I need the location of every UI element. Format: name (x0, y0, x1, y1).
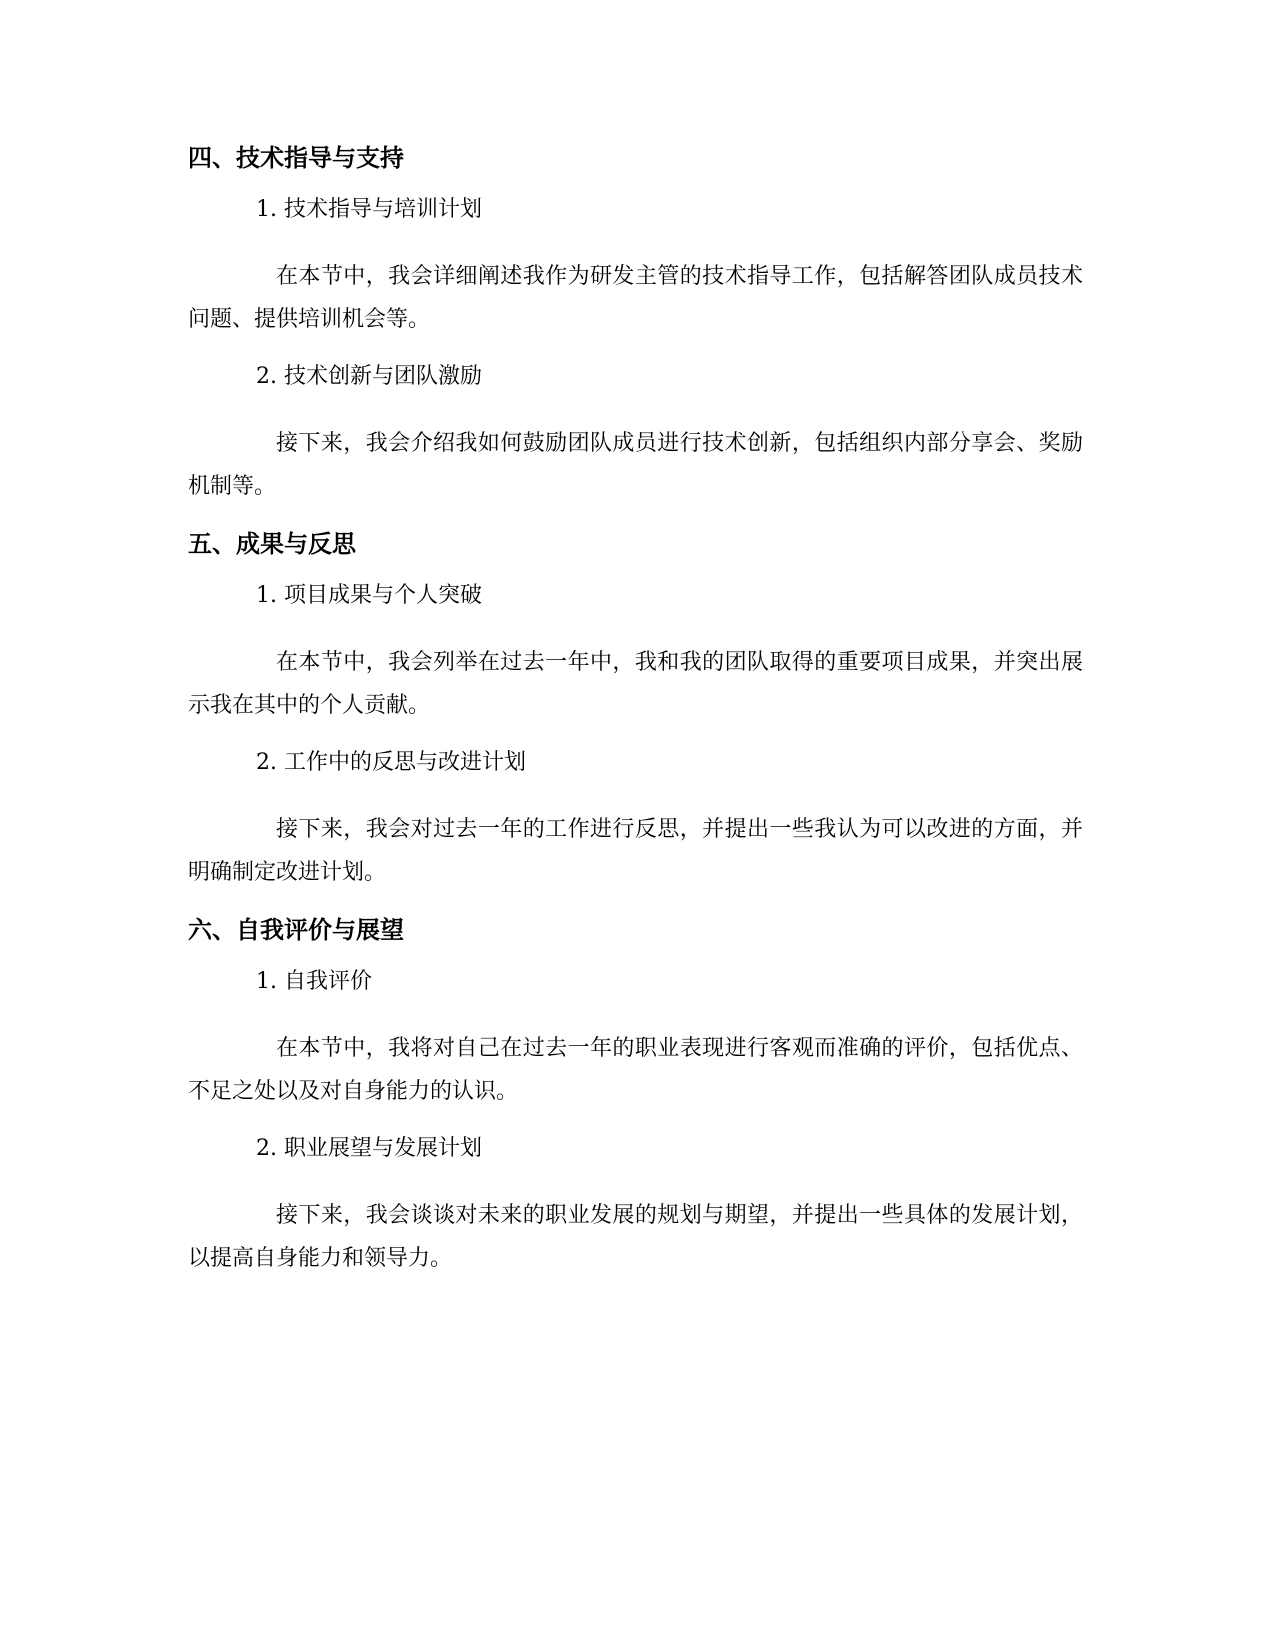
subsection-paragraph: 在本节中，我会列举在过去一年中，我和我的团队取得的重要项目成果，并突出展示我在其中的个人贡献。 (188, 650, 1083, 718)
subsection-title: 1. 项目成果与个人突破 (256, 583, 482, 608)
subsection-title: 2. 职业展望与发展计划 (256, 1136, 482, 1161)
subsection-paragraph: 接下来，我会对过去一年的工作进行反思，并提出一些我认为可以改进的方面，并明确制定改进计划。 (188, 817, 1083, 885)
subsection-paragraph: 在本节中，我将对自己在过去一年的职业表现进行客观而准确的评价，包括优点、不足之处以及对自身能力的认识。 (188, 1036, 1083, 1104)
section-results-reflection (188, 528, 1083, 894)
section-heading: 五、成果与反思 (188, 530, 356, 558)
subsection-paragraph: 接下来，我会谈谈对未来的职业发展的规划与期望，并提出一些具体的发展计划，以提高自身能力和领导力。 (188, 1203, 1083, 1271)
document-body (188, 142, 1083, 1300)
subsection-title: 2. 技术创新与团队激励 (256, 364, 482, 389)
subsection-title: 2. 工作中的反思与改进计划 (256, 750, 526, 775)
subsection-title: 1. 自我评价 (256, 969, 372, 994)
subsection-paragraph: 接下来，我会介绍我如何鼓励团队成员进行技术创新，包括组织内部分享会、奖励机制等。 (188, 431, 1083, 499)
section-tech-guidance (188, 142, 1083, 508)
section-heading: 四、技术指导与支持 (188, 144, 404, 172)
section-heading: 六、自我评价与展望 (188, 916, 404, 944)
subsection-title: 1. 技术指导与培训计划 (256, 197, 482, 222)
subsection-paragraph: 在本节中，我会详细阐述我作为研发主管的技术指导工作，包括解答团队成员技术问题、提供培训机会等。 (188, 264, 1083, 332)
section-self-evaluation (188, 914, 1083, 1280)
